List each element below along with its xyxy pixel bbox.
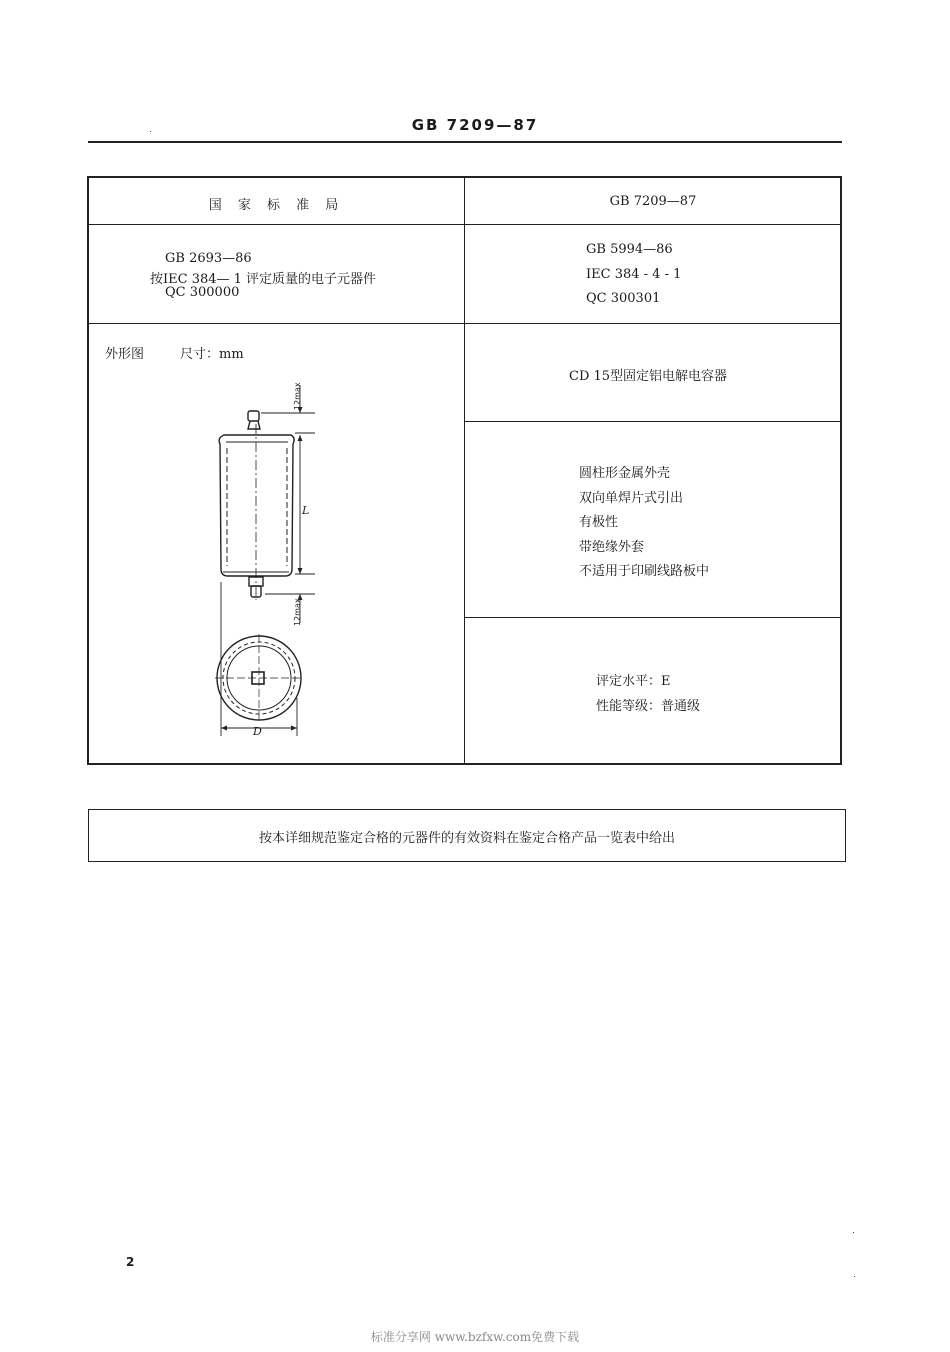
feature-item: 不适用于印刷线路板中 — [579, 564, 710, 579]
scan-speck — [854, 1276, 855, 1277]
feature-item: 圆柱形金属外壳 — [579, 466, 671, 481]
dimension-top-max: 12max — [293, 382, 302, 410]
dimension-diameter-label: D — [253, 725, 262, 738]
assessment-level: 评定水平：E — [596, 674, 671, 689]
feature-item: 双向单焊片式引出 — [579, 491, 684, 506]
capacitor-outline-drawing — [89, 178, 464, 763]
end-view-circles — [215, 634, 303, 722]
scan-speck — [853, 1232, 854, 1233]
capacitor-can-outline — [219, 435, 294, 576]
notice-box — [88, 809, 846, 862]
sectional-spec-number: GB 5994—86 — [586, 242, 673, 257]
general-spec-number: GB 2693—86 — [165, 251, 252, 266]
feature-item: 有极性 — [579, 515, 619, 530]
dimension-length-label: L — [302, 504, 310, 517]
standard-number: GB 7209—87 — [609, 194, 697, 209]
feature-item: 带绝缘外套 — [579, 540, 645, 555]
product-name: CD 15型固定铝电解电容器 — [569, 369, 728, 384]
notice-text: 按本详细规范鉴定合格的元器件的有效资料在鉴定合格产品一览表中给出 — [258, 831, 675, 846]
watermark-footer: 标准分享网 www.bzfxw.com免费下载 — [370, 1330, 580, 1344]
row-divider — [464, 421, 842, 422]
table-column-divider — [464, 178, 465, 763]
general-spec-title: 按IEC 384— 1 评定质量的电子元器件 — [150, 272, 377, 287]
document-number-header: GB 7209—87 — [411, 116, 539, 134]
sectional-spec-qc: QC 300301 — [586, 291, 661, 306]
iec-reference: IEC 384 - 4 - 1 — [586, 267, 682, 282]
outline-drawing-label: 外形图 — [105, 347, 145, 362]
issuing-authority: 国 家 标 准 局 — [208, 198, 345, 213]
row-divider — [464, 617, 842, 618]
spec-table — [87, 176, 842, 765]
top-terminal — [248, 411, 260, 429]
performance-grade: 性能等级：普通级 — [596, 699, 701, 714]
page-number: 2 — [126, 1255, 135, 1269]
general-spec-qc: QC 300000 — [165, 285, 240, 300]
dimension-bottom-max: 12max — [293, 598, 302, 626]
dimension-unit: 尺寸：mm — [180, 347, 244, 362]
header-rule — [88, 141, 842, 143]
